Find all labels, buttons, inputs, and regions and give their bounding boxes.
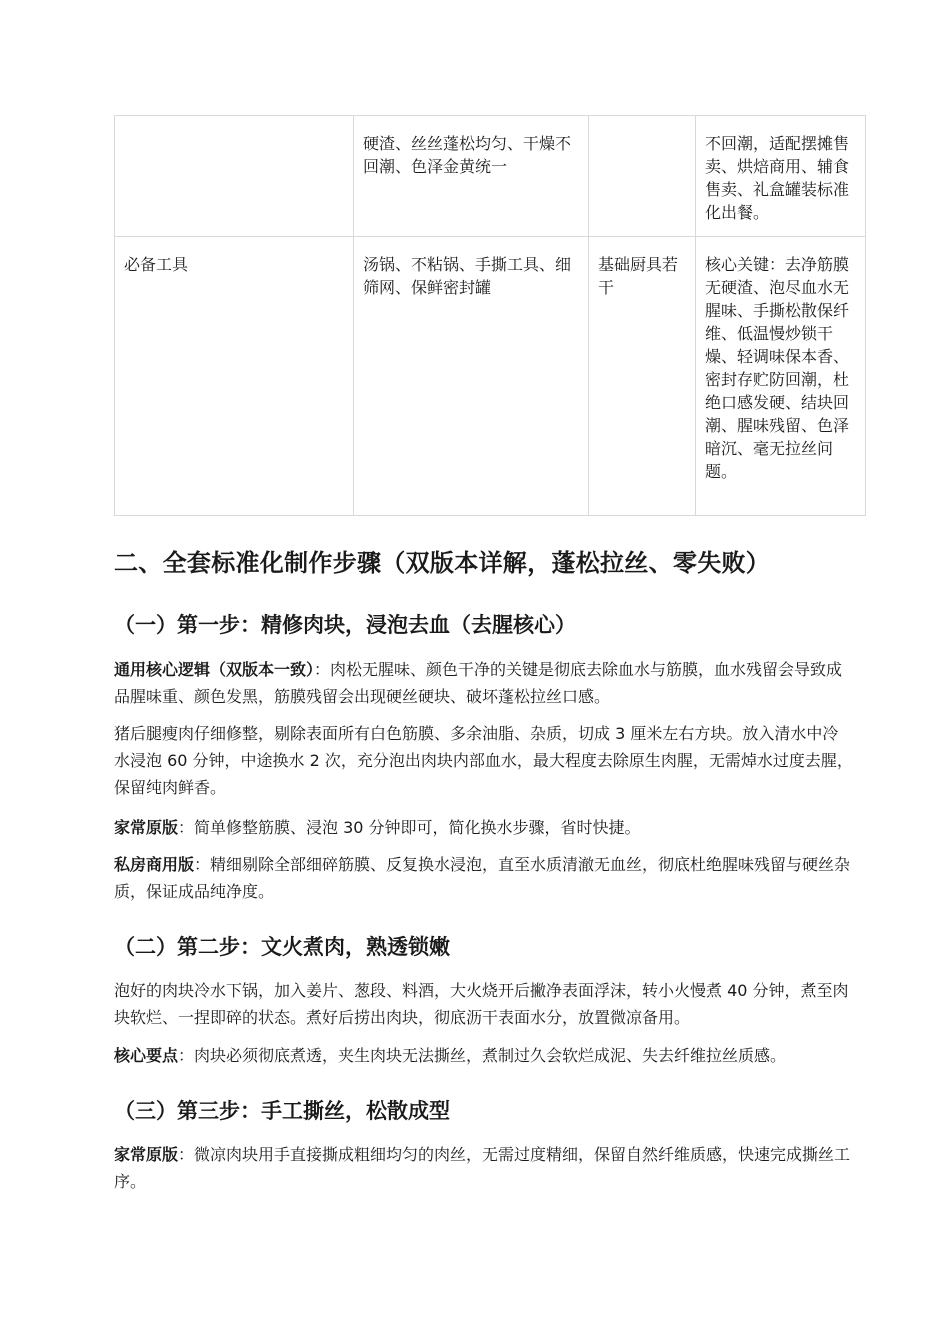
step2-heading: （二）第二步：文火煮肉，熟透锁嫩 — [114, 935, 450, 959]
step1-home-text: ：简单修整筋膜、浸泡 30 分钟即可，简化换水步骤，省时快捷。 — [178, 818, 641, 837]
step2-key-paragraph — [114, 1042, 854, 1069]
step1-pro-text: ：精细剔除全部细碎筋膜、反复换水浸泡，直至水质清澈无血丝，彻底杜绝腥味残留与硬丝杂质，保证成品纯净度。 — [114, 855, 851, 901]
table-cell: 硬渣、丝丝蓬松均匀、干燥不回潮、色泽金黄统一 — [354, 116, 589, 237]
table-cell — [589, 116, 696, 237]
table-row — [115, 116, 866, 237]
step3-home-label: 家常原版 — [114, 1145, 179, 1164]
step2-key-text: ：肉块必须彻底煮透，夹生肉块无法撕丝，煮制过久会软烂成泥、失去纤维拉丝质感。 — [178, 1046, 787, 1065]
step1-logic-text: ：肉松无腥味、颜色干净的关键是彻底去除血水与筋膜，血水残留会导致成品腥味重、颜色发黑，筋膜残留会出现硬丝硬块、破坏蓬松拉丝口感。 — [114, 660, 843, 706]
step3-heading: （三）第三步：手工撕丝，松散成型 — [114, 1099, 450, 1123]
step1-pro-paragraph — [114, 851, 854, 905]
step3-home-paragraph — [114, 1141, 854, 1195]
section-heading: 二、全套标准化制作步骤（双版本详解，蓬松拉丝、零失败） — [114, 549, 771, 577]
step1-pro-label: 私房商用版 — [114, 855, 195, 874]
table-row — [115, 237, 866, 516]
spec-table — [114, 115, 866, 516]
step2-key-label: 核心要点 — [114, 1046, 179, 1065]
step1-home-paragraph — [114, 814, 854, 841]
table-cell — [115, 116, 354, 237]
table-cell: 不回潮，适配摆摊售卖、烘焙商用、辅食售卖、礼盒罐装标准化出餐。 — [696, 116, 866, 237]
table-cell: 汤锅、不粘锅、手撕工具、细筛网、保鲜密封罐 — [354, 237, 589, 516]
step3-home-text: ：微凉肉块用手直接撕成粗细均匀的肉丝，无需过度精细，保留自然纤维质感，快速完成撕丝工序。 — [114, 1145, 851, 1191]
table-cell: 核心关键：去净筋膜无硬渣、泡尽血水无腥味、手撕松散保纤维、低温慢炒锁干燥、轻调味保本香、密封存贮防回潮，杜绝口感发硬、结块回潮、腥味残留、色泽暗沉、毫无拉丝问题。 — [696, 237, 866, 516]
step2-body-paragraph: 泡好的肉块冷水下锅，加入姜片、葱段、料酒，大火烧开后撇净表面浮沫，转小火慢煮 40 分钟，煮至肉块软烂、一捏即碎的状态。煮好后捞出肉块，彻底沥干表面水分，放置微凉备用。 — [114, 981, 849, 1027]
step1-body-paragraph: 猪后腿瘦肉仔细修整，剔除表面所有白色筋膜、多余油脂、杂质，切成 3 厘米左右方块。放入清水中冷水浸泡 60 分钟，中途换水 2 次，充分泡出肉块内部血水，最大程度去除原生肉腥，无需焯水过度去腥，保留纯肉鲜香。 — [114, 724, 853, 797]
step1-logic-label: 通用核心逻辑（双版本一致） — [114, 660, 315, 679]
table-container — [114, 115, 865, 516]
table-cell: 必备工具 — [115, 237, 354, 516]
step1-heading: （一）第一步：精修肉块，浸泡去血（去腥核心） — [114, 613, 576, 637]
step1-home-label: 家常原版 — [114, 818, 179, 837]
step1-logic-paragraph — [114, 656, 854, 710]
table-cell: 基础厨具若干 — [589, 237, 696, 516]
